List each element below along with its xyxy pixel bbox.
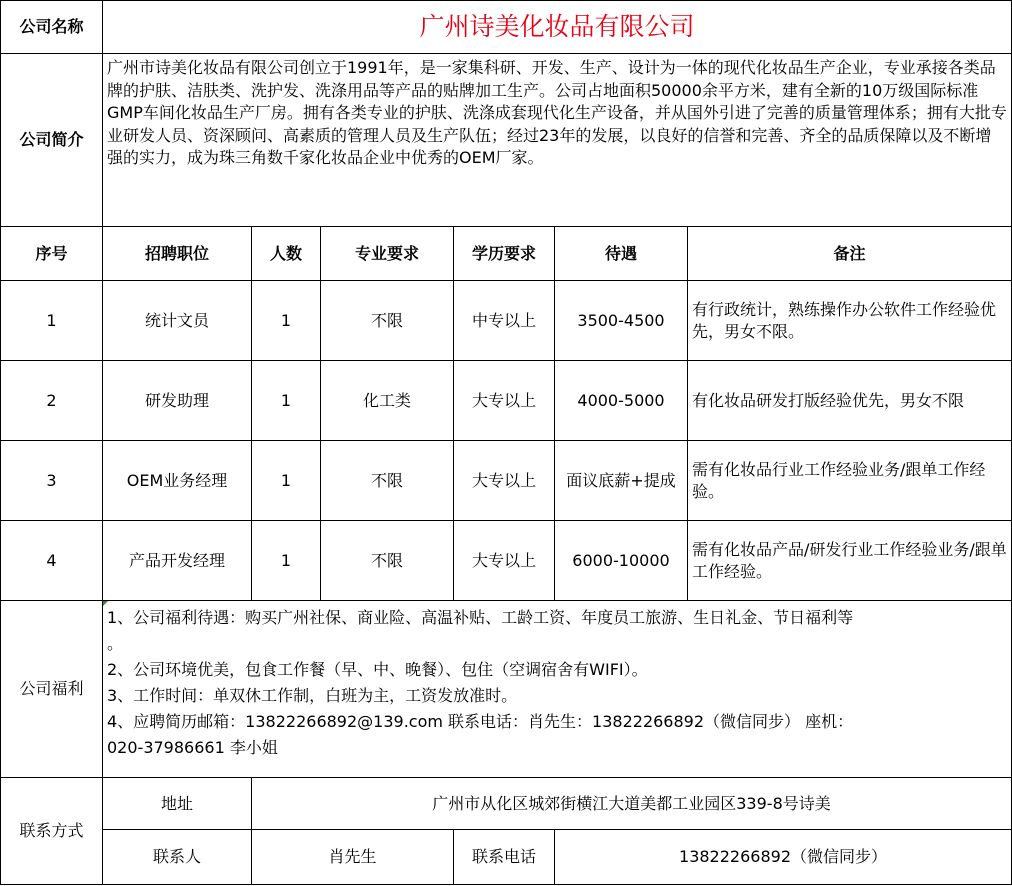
contact-person-row <box>1 830 1012 885</box>
row-education: 大专以上 <box>454 521 555 601</box>
row-index: 1 <box>1 281 103 361</box>
row-salary: 面议底薪+提成 <box>555 441 688 521</box>
benefit-line: 。 <box>107 634 124 653</box>
row-education: 中专以上 <box>454 281 555 361</box>
row-remarks: 需有化妆品产品/研发行业工作经验业务/跟单工作经验。 <box>688 521 1012 601</box>
contact-person-label: 联系人 <box>103 830 252 885</box>
row-major: 不限 <box>321 521 454 601</box>
cell-corner-marker <box>103 601 108 606</box>
row-index: 4 <box>1 521 103 601</box>
table-row <box>1 281 1012 361</box>
header-count: 人数 <box>252 227 321 281</box>
row-position: 研发助理 <box>103 361 252 441</box>
company-name-row <box>1 1 1012 54</box>
header-index: 序号 <box>1 227 103 281</box>
row-count: 1 <box>252 361 321 441</box>
row-major: 不限 <box>321 441 454 521</box>
row-salary: 6000-10000 <box>555 521 688 601</box>
table-row <box>1 521 1012 601</box>
contact-phone-value: 13822266892（微信同步） <box>555 830 1012 885</box>
company-name: 广州诗美化妆品有限公司 <box>103 1 1012 54</box>
row-major: 不限 <box>321 281 454 361</box>
table-row <box>1 441 1012 521</box>
row-education: 大专以上 <box>454 441 555 521</box>
benefit-line: 1、公司福利待遇：购买广州社保、商业险、高温补贴、工龄工资、年度员工旅游、生日礼金、节日福利等 <box>107 608 854 627</box>
benefit-line: 020-37986661 李小姐 <box>107 738 278 757</box>
row-index: 3 <box>1 441 103 521</box>
row-position: OEM业务经理 <box>103 441 252 521</box>
benefit-line: 3、工作时间：单双休工作制，白班为主，工资发放准时。 <box>107 686 518 705</box>
benefits-label: 公司福利 <box>1 601 103 778</box>
company-name-label: 公司名称 <box>1 1 103 54</box>
benefits-row <box>1 601 1012 778</box>
contact-person-value: 肖先生 <box>252 830 454 885</box>
address-label: 地址 <box>103 778 252 830</box>
benefit-line: 2、公司环境优美，包食工作餐（早、中、晚餐）、包住（空调宿舍有WIFI）。 <box>107 660 648 679</box>
row-position: 产品开发经理 <box>103 521 252 601</box>
contact-address-row <box>1 778 1012 830</box>
row-salary: 3500-4500 <box>555 281 688 361</box>
company-intro-label: 公司简介 <box>1 54 103 227</box>
row-remarks: 有化妆品研发打版经验优先，男女不限 <box>688 361 1012 441</box>
row-education: 大专以上 <box>454 361 555 441</box>
benefit-line: 4、应聘简历邮箱：13822266892@139.com 联系电话：肖先生：13822266892（微信同步） 座机： <box>107 712 854 731</box>
header-remarks: 备注 <box>688 227 1012 281</box>
table-header-row <box>1 227 1012 281</box>
row-position: 统计文员 <box>103 281 252 361</box>
company-intro-row <box>1 54 1012 227</box>
benefits-content <box>103 601 1012 778</box>
company-intro-text: 广州市诗美化妆品有限公司创立于1991年，是一家集科研、开发、生产、设计为一体的现代化妆品生产企业，专业承接各类品牌的护肤、洁肤类、洗护发、洗涤用品等产品的贴牌加工生产。公司占地面积50000余平方米，建有全新的10万级国际标准GMP车间化妆品生产厂房。拥有各类专业的护肤、洗涤成套现代化生产设备，并从国外引进了完善的质量管理体系；拥有大批专业研发人员、资深顾问、高素质的管理人员及生产队伍；经过23年的发展，以良好的信誉和完善、齐全的品质保障以及不断增强的实力，成为珠三角数千家化妆品企业中优秀的OEM厂家。 <box>103 54 1012 227</box>
contact-label: 联系方式 <box>1 778 103 885</box>
contact-phone-label: 联系电话 <box>454 830 555 885</box>
address-value: 广州市从化区城郊街横江大道美都工业园区339-8号诗美 <box>252 778 1012 830</box>
row-count: 1 <box>252 521 321 601</box>
row-major: 化工类 <box>321 361 454 441</box>
row-remarks: 需有化妆品行业工作经验业务/跟单工作经验。 <box>688 441 1012 521</box>
row-salary: 4000-5000 <box>555 361 688 441</box>
header-position: 招聘职位 <box>103 227 252 281</box>
row-count: 1 <box>252 281 321 361</box>
header-major: 专业要求 <box>321 227 454 281</box>
header-education: 学历要求 <box>454 227 555 281</box>
row-count: 1 <box>252 441 321 521</box>
row-index: 2 <box>1 361 103 441</box>
header-salary: 待遇 <box>555 227 688 281</box>
table-row <box>1 361 1012 441</box>
row-remarks: 有行政统计，熟练操作办公软件工作经验优先，男女不限。 <box>688 281 1012 361</box>
